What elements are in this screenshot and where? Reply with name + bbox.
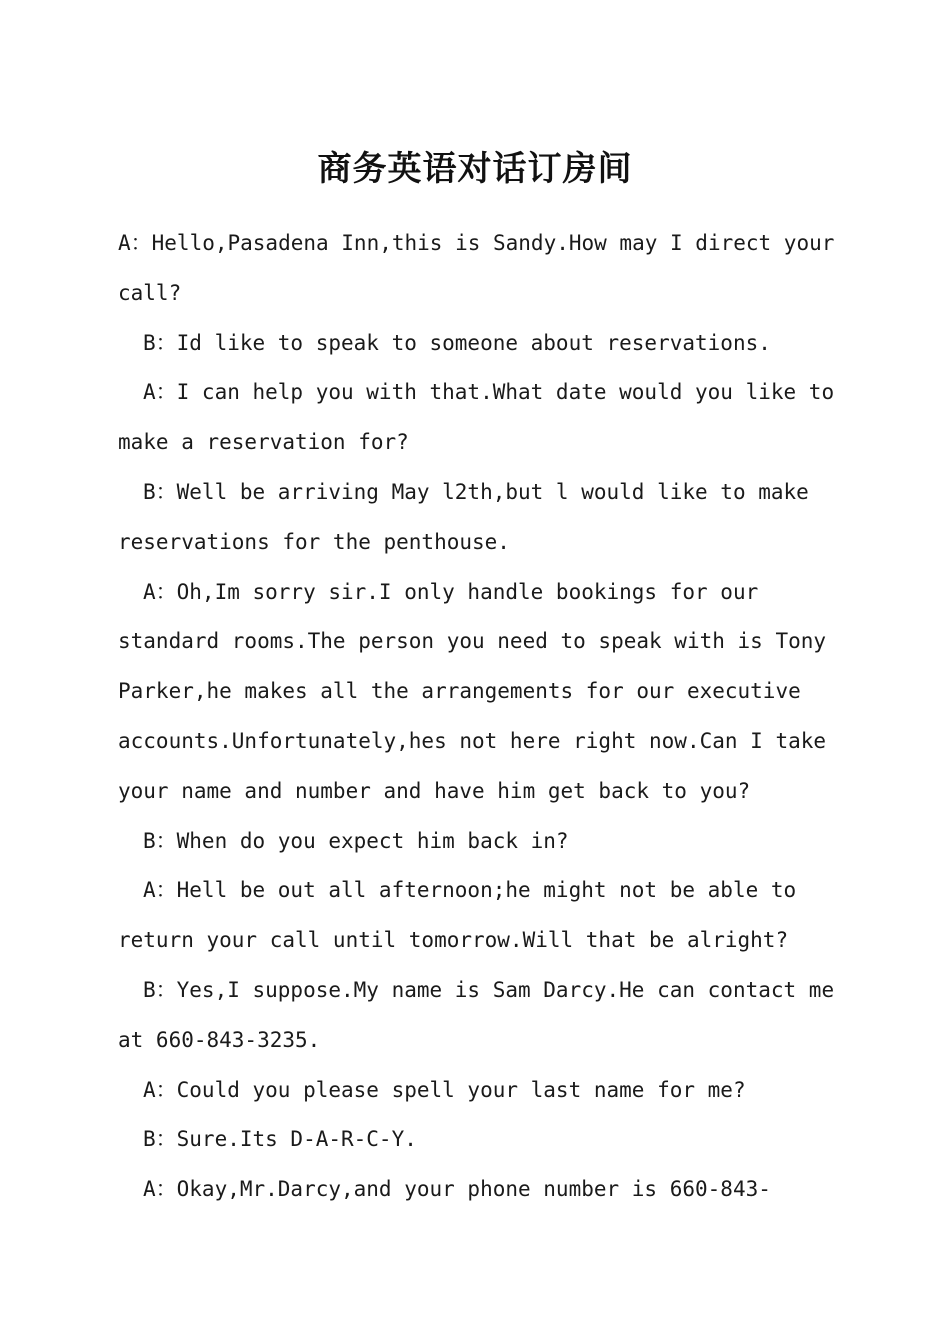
dialogue-line: A：Okay,Mr.Darcy,and your phone number is 660-843- (143, 1177, 771, 1202)
dialogue-line: B：When do you expect him back in? (143, 828, 569, 853)
dialogue-line: A：I can help you with that.What date would you like to make a reservation for? (118, 380, 847, 455)
dialogue-line: A：Oh,Im sorry sir.I only handle bookings for our standard rooms.The person you need to speak with is Tony Parker,he makes all the arrangements for our executive accounts.Unfortunately,hes not here right now.Can I take your name and number and have him get back to you? (118, 579, 839, 803)
dialogue-line: B：Yes,I suppose.My name is Sam Darcy.He can contact me at 660-843-3235. (118, 977, 847, 1052)
dialogue-line: B：Well be arriving May l2th,but l would like to make reservations for the penthouse. (118, 479, 822, 554)
dialogue-line: A：Hello,Pasadena Inn,this is Sandy.How may I direct your call? (118, 231, 848, 305)
dialogue-line: B：Id like to speak to someone about reservations. (143, 330, 771, 355)
dialogue-line: B：Sure.Its D-A-R-C-Y. (143, 1127, 417, 1152)
dialogue-line: A：Could you please spell your last name for me? (143, 1077, 746, 1102)
dialogue-body (118, 219, 848, 1215)
dialogue-line: A：Hell be out all afternoon;he might not be able to return your call until tomorrow.Will that be alright? (118, 878, 809, 953)
document-title: 商务英语对话订房间 (317, 149, 633, 189)
